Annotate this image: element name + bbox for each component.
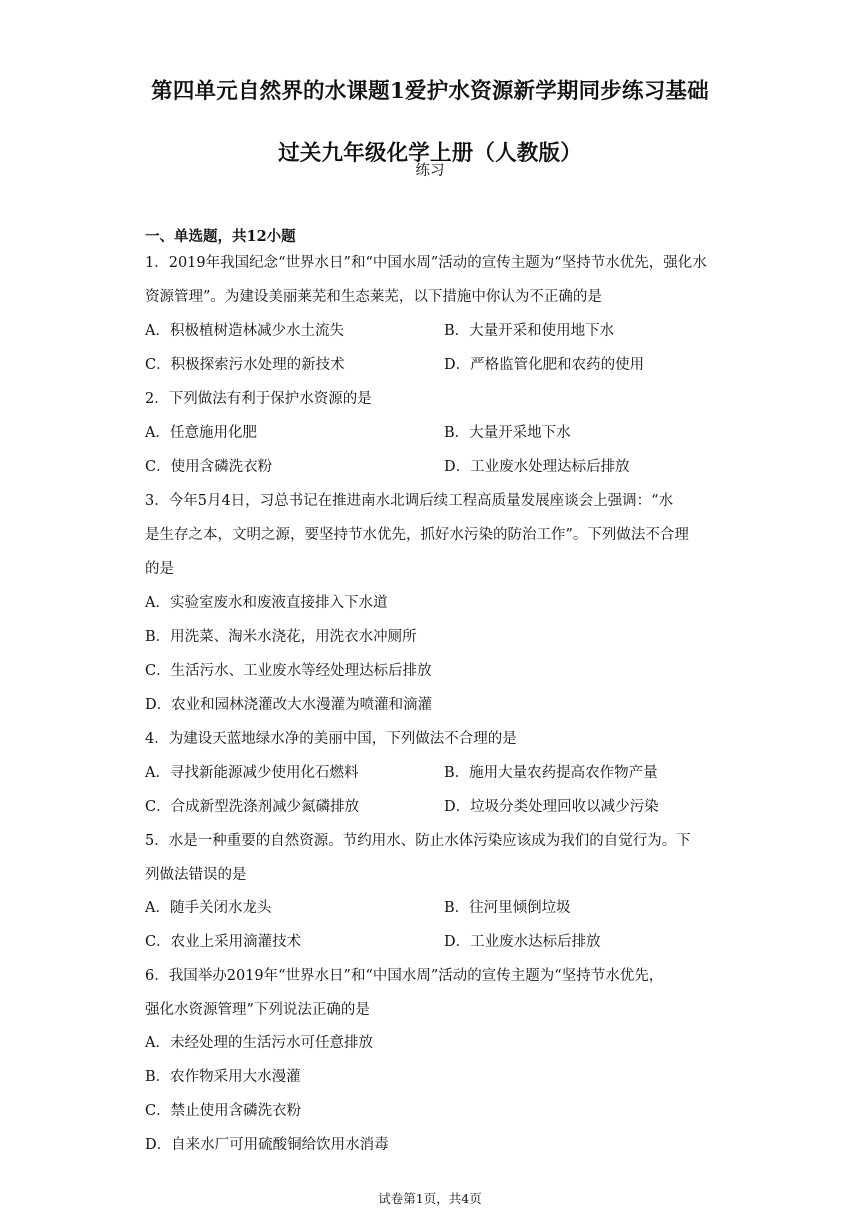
question-3-stem-line-3: 的是: [145, 561, 174, 577]
question-1-stem-line-1: 1．2019年我国纪念“世界水日”和“中国水周”活动的宣传主题为“坚持节水优先，强化水: [145, 255, 707, 271]
question-2-option-b: B．大量开采地下水: [444, 425, 571, 441]
question-4-option-c: C．合成新型洗涤剂减少氮磷排放: [145, 799, 360, 815]
question-5-option-d: D．工业废水达标后排放: [444, 934, 601, 950]
page-title-line-1: 第四单元自然界的水课题1爱护水资源新学期同步练习基础: [151, 79, 709, 104]
question-4-option-d: D．垃圾分类处理回收以减少污染: [444, 799, 659, 815]
question-1-option-d: D．严格监管化肥和农药的使用: [444, 357, 645, 373]
question-5-stem-line-1: 5．水是一种重要的自然资源。节约用水、防止水体污染应该成为我们的自觉行为。下: [145, 833, 691, 849]
question-5-option-a: A．随手关闭水龙头: [145, 900, 272, 916]
question-6-option-d: D．自来水厂可用硫酸铜给饮用水消毒: [145, 1137, 389, 1153]
question-4-option-b: B．施用大量农药提高农作物产量: [444, 765, 658, 781]
question-2-stem-line-1: 2．下列做法有利于保护水资源的是: [145, 391, 372, 407]
question-3-option-b: B．用洗菜、淘米水浇花，用洗衣水冲厕所: [145, 629, 417, 645]
question-2-option-a: A．任意施用化肥: [145, 425, 257, 441]
section-heading: 一、单选题，共12小题: [145, 228, 296, 245]
question-1-option-b: B．大量开采和使用地下水: [444, 323, 615, 339]
page-subtitle: 练习: [415, 163, 445, 179]
question-4-stem-line-1: 4．为建设天蓝地绿水净的美丽中国，下列做法不合理的是: [145, 731, 517, 747]
page-title-line-2: 过关九年级化学上册（人教版）: [278, 141, 582, 166]
question-2-option-c: C．使用含磷洗衣粉: [145, 459, 273, 475]
question-6-stem-line-2: 强化水资源管理”下列说法正确的是: [145, 1002, 370, 1018]
question-5-option-b: B．往河里倾倒垃圾: [444, 900, 571, 916]
question-3-option-a: A．实验室废水和废液直接排入下水道: [145, 595, 388, 611]
question-6-option-c: C．禁止使用含磷洗衣粉: [145, 1103, 302, 1119]
question-1-option-a: A．积极植树造林减少水土流失: [145, 323, 344, 339]
question-2-option-d: D．工业废水处理达标后排放: [444, 459, 630, 475]
question-5-option-c: C．农业上采用滴灌技术: [145, 934, 302, 950]
question-3-option-d: D．农业和园林浇灌改大水漫灌为喷灌和滴灌: [145, 697, 433, 713]
question-3-stem-line-1: 3．今年5月4日，习总书记在推进南水北调后续工程高质量发展座谈会上强调：“水: [145, 493, 674, 509]
question-1-option-c: C．积极探索污水处理的新技术: [145, 357, 345, 373]
page-footer: 试卷第1页，共4页: [378, 1191, 482, 1206]
question-3-stem-line-2: 是生存之本，文明之源，要坚持节水优先，抓好水污染的防治工作”。下列做法不合理: [145, 527, 689, 543]
question-6-option-b: B．农作物采用大水漫灌: [145, 1069, 301, 1085]
question-1-stem-line-2: 资源管理”。为建设美丽莱芜和生态莱芜，以下措施中你认为不正确的是: [145, 289, 602, 305]
question-4-option-a: A．寻找新能源减少使用化石燃料: [145, 765, 359, 781]
question-6-option-a: A．未经处理的生活污水可任意排放: [145, 1035, 373, 1051]
question-6-stem-line-1: 6．我国举办2019年“世界水日”和“中国水周”活动的宣传主题为“坚持节水优先，: [145, 968, 664, 984]
question-5-stem-line-2: 列做法错误的是: [145, 867, 247, 883]
question-3-option-c: C．生活污水、工业废水等经处理达标后排放: [145, 663, 432, 679]
